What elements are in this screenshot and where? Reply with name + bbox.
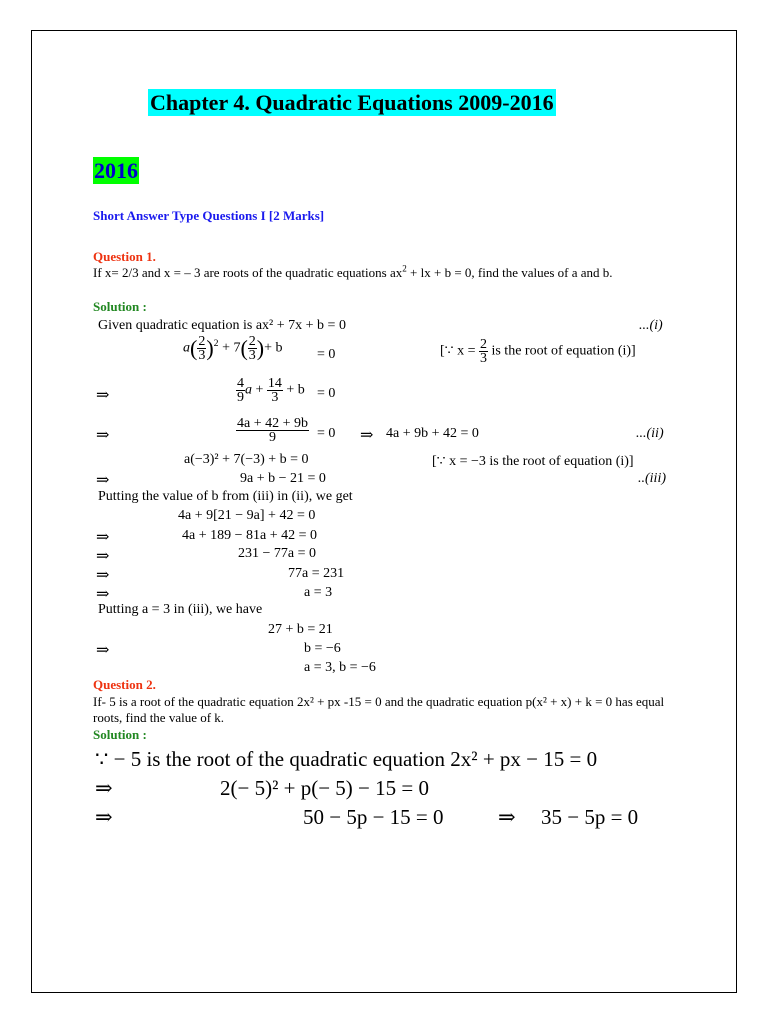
tag-iii: ..(iii) <box>638 471 666 486</box>
tag-i: ...(i) <box>639 318 663 333</box>
implies-9: ⇒ <box>96 642 110 659</box>
implies-8: ⇒ <box>96 586 110 603</box>
line-4-eq: = 0 <box>317 426 336 441</box>
question-2-label: Question 2. <box>93 677 156 692</box>
var-a: a <box>183 340 190 356</box>
question-2-solution-label: Solution : <box>93 727 147 742</box>
step-3: 231 − 77a = 0 <box>238 546 317 561</box>
question-1-text-b: + lx + b = 0, find the values of a and b. <box>406 265 613 280</box>
implies-3: ⇒ <box>360 427 374 444</box>
reason-root-two-thirds: [∵ x = $\frac{2}{3}$ is the root of equation (i)] <box>440 337 636 366</box>
step-5: a = 3 <box>304 585 333 600</box>
implies-11: ⇒ <box>95 805 113 829</box>
step-4: 77a = 231 <box>288 566 345 581</box>
line-fractions: $\frac{4}{9}$ a + $\frac{14}{3}$ + b <box>237 376 305 405</box>
year-heading: 2016 <box>94 158 138 183</box>
line-substitute-minus-three: a(−3)² + 7(−3) + b = 0 <box>184 452 309 467</box>
implies-5: ⇒ <box>96 529 110 546</box>
reason-root-minus-three: [∵ x = −3 is the root of equation (i)] <box>432 454 634 469</box>
q2-line-3a: 50 − 5p − 15 = 0 <box>303 805 444 829</box>
step-6: 27 + b = 21 <box>268 622 333 637</box>
page-title: Chapter 4. Quadratic Equations 2009-2016 <box>150 90 554 115</box>
implies-10: ⇒ <box>95 776 113 800</box>
line-3-eq: = 0 <box>317 386 336 401</box>
implies-2: ⇒ <box>96 427 110 444</box>
implies-4: ⇒ <box>96 472 110 489</box>
final-answer-q1: a = 3, b = −6 <box>304 660 376 675</box>
given-equation: Given quadratic equation is ax² + 7x + b = 0 <box>98 318 346 333</box>
implies-1: ⇒ <box>96 387 110 404</box>
question-1-solution-label: Solution : <box>93 299 147 314</box>
line-substitute-two-thirds: a( $\frac{2}{3}$ )$^2$ + 7( $\frac{2}{3}$ )+ b <box>183 334 283 363</box>
fraction-two-thirds-2: $\frac{2}{3}$ <box>248 334 256 363</box>
section-heading: Short Answer Type Questions I [2 Marks] <box>93 208 325 223</box>
question-1-text-a: If x= 2/3 and x = – 3 are roots of the quadratic equations ax <box>93 265 403 280</box>
fraction-reason: $\frac{2}{3}$ <box>479 337 487 366</box>
q2-line-2: 2(− 5)² + p(− 5) − 15 = 0 <box>220 776 429 800</box>
implies-7: ⇒ <box>96 567 110 584</box>
step-2: 4a + 189 − 81a + 42 = 0 <box>182 528 318 543</box>
equation-ii: 4a + 9b + 42 = 0 <box>386 426 479 441</box>
step-1: 4a + 9[21 − 9a] + 42 = 0 <box>178 508 316 523</box>
line-2-eq: = 0 <box>317 347 336 362</box>
question-1-text <box>93 265 678 281</box>
implies-12: ⇒ <box>498 805 516 829</box>
equation-iii: 9a + b − 21 = 0 <box>240 471 326 486</box>
q2-line-1: ∵ − 5 is the root of the quadratic equation 2x² + px − 15 = 0 <box>95 747 598 771</box>
question-1-label: Question 1. <box>93 249 156 264</box>
line-combined-fraction: $\frac{4a + 42 + 9b}{9}$ <box>237 416 309 445</box>
tag-ii: ...(ii) <box>636 426 664 441</box>
step-7: b = −6 <box>304 641 341 656</box>
putting-b-text: Putting the value of b from (iii) in (ii), we get <box>98 489 353 504</box>
implies-6: ⇒ <box>96 548 110 565</box>
question-2-text: If- 5 is a root of the quadratic equation 2x² + px -15 = 0 and the quadratic equation p(x² + x) + k = 0 has equal roots, find the value of k. <box>93 694 665 725</box>
fraction-two-thirds: $\frac{2}{3}$ <box>198 334 206 363</box>
question-1-sup: 2 <box>402 263 407 274</box>
putting-a-text: Putting a = 3 in (iii), we have <box>98 602 263 617</box>
q2-line-3b: 35 − 5p = 0 <box>541 805 639 829</box>
